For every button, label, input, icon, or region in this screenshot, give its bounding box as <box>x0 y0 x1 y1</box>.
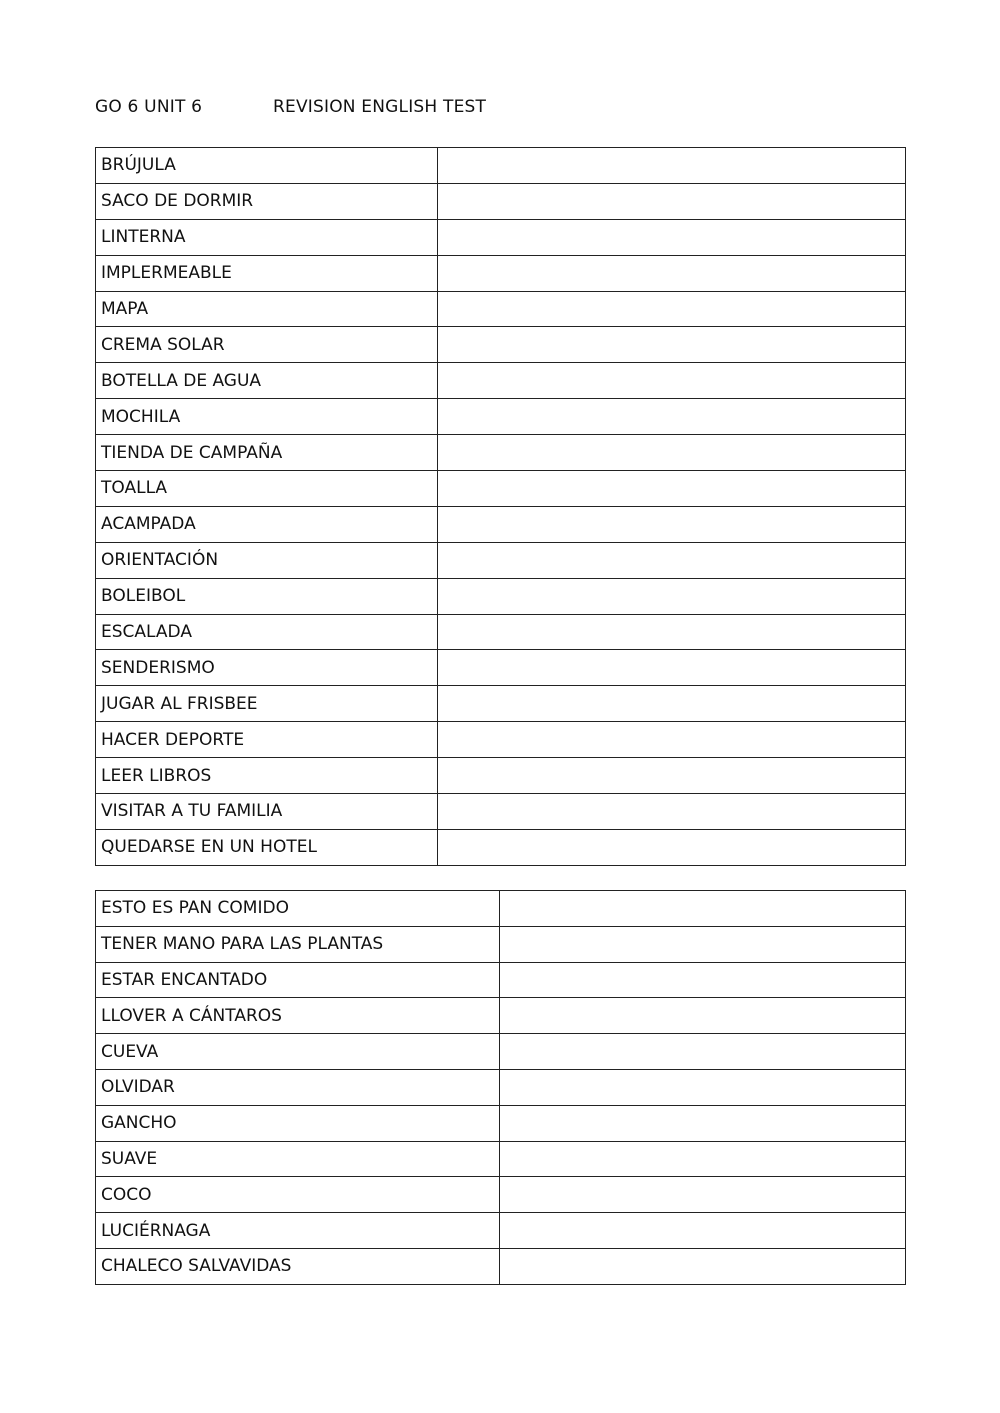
answer-cell[interactable] <box>500 1141 906 1177</box>
answer-cell[interactable] <box>438 542 906 578</box>
spanish-term: ESTAR ENCANTADO <box>96 962 500 998</box>
table-row <box>96 471 906 507</box>
spanish-term: MOCHILA <box>96 399 438 435</box>
answer-cell[interactable] <box>500 1177 906 1213</box>
table-row <box>96 183 906 219</box>
page-header <box>95 97 486 117</box>
spanish-term: CUEVA <box>96 1034 500 1070</box>
table-row <box>96 1105 906 1141</box>
answer-cell[interactable] <box>500 1248 906 1284</box>
table-row <box>96 1069 906 1105</box>
table-row <box>96 1177 906 1213</box>
vocabulary-table-1 <box>95 147 906 866</box>
table-row <box>96 794 906 830</box>
vocabulary-table-2 <box>95 890 906 1285</box>
spanish-term: LINTERNA <box>96 219 438 255</box>
spanish-term: SENDERISMO <box>96 650 438 686</box>
answer-cell[interactable] <box>500 891 906 927</box>
answer-cell[interactable] <box>438 794 906 830</box>
answer-cell[interactable] <box>500 926 906 962</box>
table-row <box>96 148 906 184</box>
answer-cell[interactable] <box>438 650 906 686</box>
spanish-term: BOLEIBOL <box>96 578 438 614</box>
answer-cell[interactable] <box>438 291 906 327</box>
spanish-term: JUGAR AL FRISBEE <box>96 686 438 722</box>
spanish-term: GANCHO <box>96 1105 500 1141</box>
table-row <box>96 1213 906 1249</box>
table-row <box>96 650 906 686</box>
table-row <box>96 363 906 399</box>
spanish-term: SUAVE <box>96 1141 500 1177</box>
spanish-term: ESCALADA <box>96 614 438 650</box>
answer-cell[interactable] <box>438 758 906 794</box>
spanish-term: OLVIDAR <box>96 1069 500 1105</box>
spanish-term: MAPA <box>96 291 438 327</box>
answer-cell[interactable] <box>438 471 906 507</box>
answer-cell[interactable] <box>500 998 906 1034</box>
spanish-term: TIENDA DE CAMPAÑA <box>96 435 438 471</box>
answer-cell[interactable] <box>438 829 906 865</box>
table-row <box>96 255 906 291</box>
spanish-term: VISITAR A TU FAMILIA <box>96 794 438 830</box>
answer-cell[interactable] <box>500 1213 906 1249</box>
test-title: REVISION ENGLISH TEST <box>273 97 487 117</box>
answer-cell[interactable] <box>438 399 906 435</box>
answer-cell[interactable] <box>438 183 906 219</box>
table-row <box>96 399 906 435</box>
table-row <box>96 891 906 927</box>
table-row <box>96 829 906 865</box>
answer-cell[interactable] <box>438 327 906 363</box>
spanish-term: ORIENTACIÓN <box>96 542 438 578</box>
spanish-term: IMPLERMEABLE <box>96 255 438 291</box>
spanish-term: TENER MANO PARA LAS PLANTAS <box>96 926 500 962</box>
spanish-term: ACAMPADA <box>96 506 438 542</box>
answer-cell[interactable] <box>438 435 906 471</box>
answer-cell[interactable] <box>500 1105 906 1141</box>
table-row <box>96 327 906 363</box>
spanish-term: BOTELLA DE AGUA <box>96 363 438 399</box>
answer-cell[interactable] <box>500 962 906 998</box>
answer-cell[interactable] <box>438 614 906 650</box>
table-row <box>96 614 906 650</box>
table-row <box>96 578 906 614</box>
answer-cell[interactable] <box>438 686 906 722</box>
spanish-term: LUCIÉRNAGA <box>96 1213 500 1249</box>
spanish-term: BRÚJULA <box>96 148 438 184</box>
table-row <box>96 506 906 542</box>
answer-cell[interactable] <box>438 148 906 184</box>
spanish-term: ESTO ES PAN COMIDO <box>96 891 500 927</box>
table-row <box>96 435 906 471</box>
table-row <box>96 758 906 794</box>
spanish-term: LEER LIBROS <box>96 758 438 794</box>
spanish-term: TOALLA <box>96 471 438 507</box>
table-row <box>96 962 906 998</box>
spanish-term: CHALECO SALVAVIDAS <box>96 1248 500 1284</box>
table-row <box>96 1141 906 1177</box>
table-row <box>96 998 906 1034</box>
answer-cell[interactable] <box>500 1034 906 1070</box>
answer-cell[interactable] <box>438 219 906 255</box>
spanish-term: COCO <box>96 1177 500 1213</box>
table-row <box>96 542 906 578</box>
table-row <box>96 686 906 722</box>
spanish-term: HACER DEPORTE <box>96 722 438 758</box>
spanish-term: CREMA SOLAR <box>96 327 438 363</box>
table-row <box>96 1248 906 1284</box>
table-row <box>96 926 906 962</box>
spanish-term: SACO DE DORMIR <box>96 183 438 219</box>
unit-label: GO 6 UNIT 6 <box>95 97 203 117</box>
spanish-term: LLOVER A CÁNTAROS <box>96 998 500 1034</box>
table-row <box>96 1034 906 1070</box>
answer-cell[interactable] <box>500 1069 906 1105</box>
answer-cell[interactable] <box>438 506 906 542</box>
table-row <box>96 219 906 255</box>
table-row <box>96 722 906 758</box>
spanish-term: QUEDARSE EN UN HOTEL <box>96 829 438 865</box>
answer-cell[interactable] <box>438 722 906 758</box>
table-row <box>96 291 906 327</box>
answer-cell[interactable] <box>438 578 906 614</box>
answer-cell[interactable] <box>438 255 906 291</box>
answer-cell[interactable] <box>438 363 906 399</box>
